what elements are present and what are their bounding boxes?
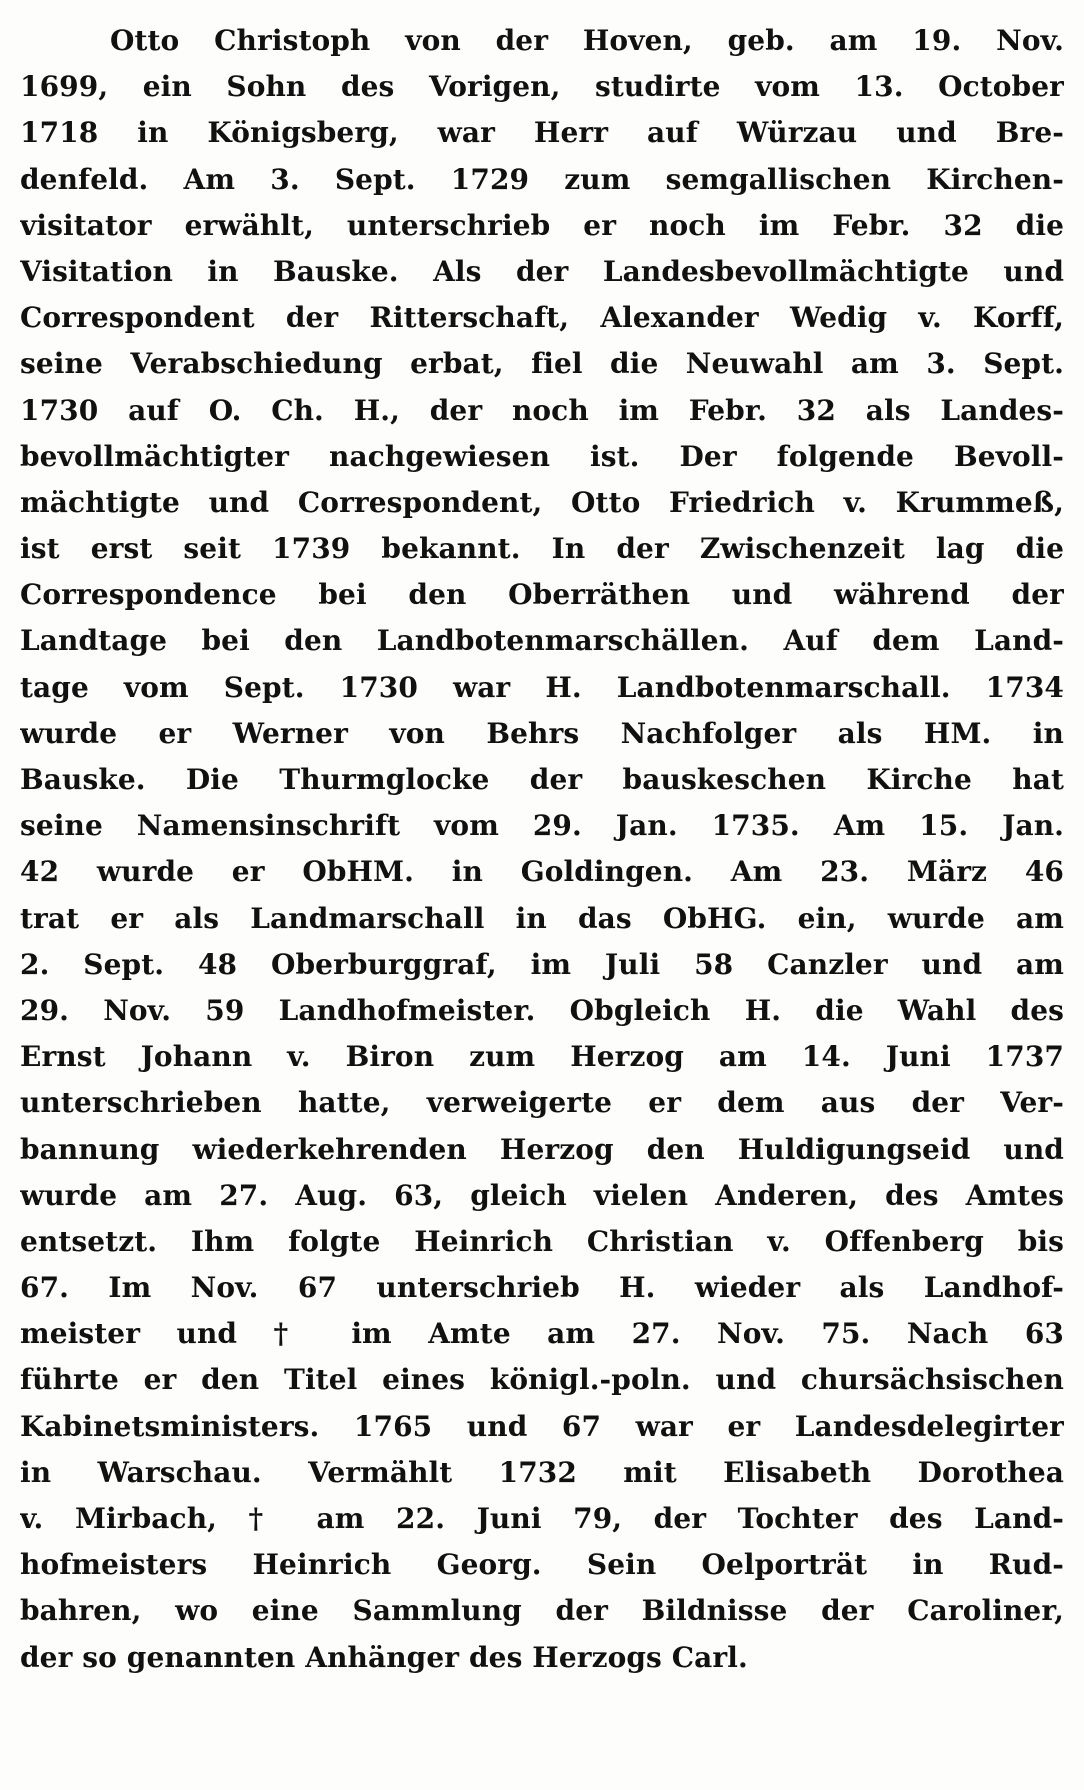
text-line: führte er den Titel eines königl.-poln. und chursächsischen [20, 1363, 1064, 1397]
text-line: 67. Im Nov. 67 unterschrieb H. wieder als Landhof- [20, 1271, 1064, 1305]
text-line: v. Mirbach, † am 22. Juni 79, der Tochter des Land- [20, 1502, 1064, 1535]
text-line: meister und † im Amte am 27. Nov. 75. Nach 63 [20, 1317, 1064, 1351]
text-line: mächtigte und Correspondent, Otto Friedrich v. Krummeß, [20, 485, 1064, 519]
text-line: Visitation in Bauske. Als der Landesbevollmächtigte und [20, 254, 1064, 288]
text-line: trat er als Landmarschall in das ObHG. ein, wurde am [20, 901, 1064, 935]
text-line: Landtage bei den Landbotenmarschällen. Auf dem Land- [20, 624, 1064, 658]
text-line: 29. Nov. 59 Landhofmeister. Obgleich H. die Wahl des [20, 993, 1064, 1027]
text-line: denfeld. Am 3. Sept. 1729 zum semgallischen Kirchen- [20, 162, 1064, 196]
text-line: in Warschau. Vermählt 1732 mit Elisabeth Dorothea [20, 1455, 1064, 1489]
text-line: unterschrieben hatte, verweigerte er dem aus der Ver- [20, 1086, 1064, 1120]
text-line: ist erst seit 1739 bekannt. In der Zwischenzeit lag die [20, 532, 1064, 566]
text-line: seine Namensinschrift vom 29. Jan. 1735. Am 15. Jan. [20, 809, 1064, 843]
text-line: bevollmächtigter nachgewiesen ist. Der folgende Bevoll- [20, 439, 1064, 473]
text-line: Kabinetsministers. 1765 und 67 war er Landesdelegirter [20, 1409, 1064, 1443]
text-line: entsetzt. Ihm folgte Heinrich Christian v. Offenberg bis [20, 1224, 1064, 1258]
text-line: seine Verabschiedung erbat, fiel die Neuwahl am 3. Sept. [20, 347, 1064, 381]
text-line: visitator erwählt, unterschrieb er noch im Febr. 32 die [20, 208, 1064, 242]
text-line: 1718 in Königsberg, war Herr auf Würzau und Bre- [20, 116, 1064, 150]
text-line: 42 wurde er ObHM. in Goldingen. Am 23. März 46 [20, 855, 1064, 889]
text-line: Bauske. Die Thurmglocke der bauskeschen Kirche hat [20, 763, 1064, 796]
text-line: 2. Sept. 48 Oberburggraf, im Juli 58 Canzler und am [20, 947, 1064, 981]
text-line: wurde am 27. Aug. 63, gleich vielen Anderen, des Amtes [20, 1178, 1064, 1212]
text-line: wurde er Werner von Behrs Nachfolger als HM. in [20, 716, 1064, 750]
text-line: Correspondent der Ritterschaft, Alexander Wedig v. Korff, [20, 301, 1064, 335]
biography-paragraph [20, 18, 1064, 1681]
text-line: tage vom Sept. 1730 war H. Landbotenmarschall. 1734 [20, 670, 1064, 704]
text-line: Correspondence bei den Oberräthen und während der [20, 578, 1064, 612]
text-line: bahren, wo eine Sammlung der Bildnisse der Caroliner, [20, 1594, 1064, 1628]
text-line: 1699, ein Sohn des Vorigen, studirte vom 13. October [20, 70, 1064, 104]
text-line: Otto Christoph von der Hoven, geb. am 19. Nov. [110, 24, 1064, 57]
text-line: der so genannten Anhänger des Herzogs Carl. [20, 1640, 748, 1674]
text-line: bannung wiederkehrenden Herzog den Huldigungseid und [20, 1132, 1064, 1166]
text-line: Ernst Johann v. Biron zum Herzog am 14. Juni 1737 [20, 1040, 1064, 1074]
text-line: 1730 auf O. Ch. H., der noch im Febr. 32 als Landes- [20, 393, 1064, 427]
text-line: hofmeisters Heinrich Georg. Sein Oelporträt in Rud- [20, 1548, 1064, 1582]
